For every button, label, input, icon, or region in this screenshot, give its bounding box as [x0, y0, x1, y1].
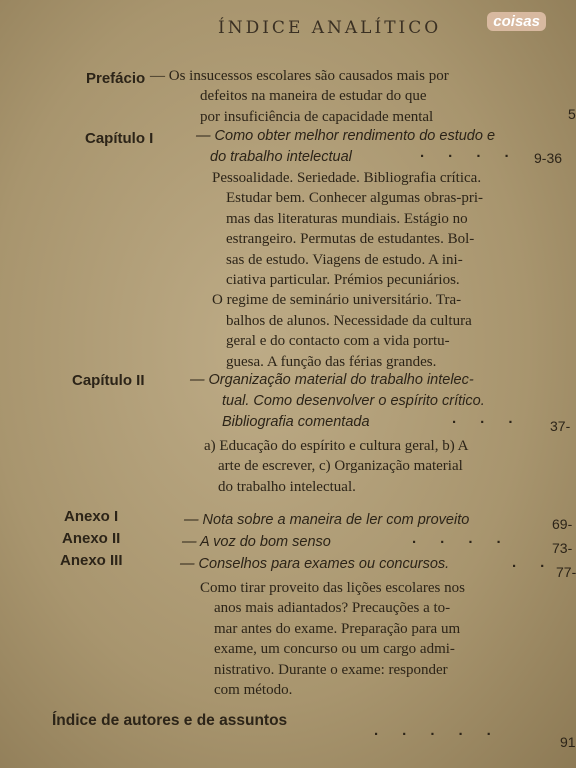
desc-line: O regime de seminário universitário. Tra-	[212, 292, 462, 309]
capitulo1-label: Capítulo I	[85, 130, 154, 147]
desc-line: balhos de alunos. Necessidade da cultura	[226, 312, 472, 329]
capitulo1-description	[212, 168, 568, 372]
desc-line: sas de estudo. Viagens de estudo. A ini-	[226, 251, 463, 268]
desc-line: mas das literaturas mundiais. Estágio no	[226, 210, 468, 227]
desc-line: do trabalho intelectual.	[218, 478, 356, 495]
capitulo1-page: 9-36	[534, 150, 563, 166]
anexo3-label: Anexo III	[60, 552, 123, 569]
prefacio-line: por insuficiência de capacidade mental	[200, 108, 434, 125]
capitulo1-line: — Como obter melhor rendimento do estudo e	[196, 128, 496, 144]
desc-line: ciativa particular. Prémios pecuniários.	[226, 272, 460, 289]
capitulo2-line: tual. Como desenvolver o espírito crítico.	[222, 393, 485, 409]
anexo1-text: — Nota sobre a maneira de ler com proveito	[184, 512, 470, 528]
capitulo2-page: 37-	[550, 418, 571, 434]
anexo1-label: Anexo I	[64, 508, 119, 525]
prefacio-page: 5	[568, 106, 576, 122]
prefacio-line: — Os insucessos escolares são causados mais por	[150, 68, 449, 84]
leader-dots: .....	[374, 722, 515, 739]
desc-line: estrangeiro. Permutas de estudantes. Bol-	[226, 231, 475, 248]
watermark-logo: coisas	[487, 12, 546, 31]
anexo3-description	[200, 578, 560, 700]
indice-page: 91	[560, 734, 576, 750]
capitulo2-line: — Organização material do trabalho intelec-	[190, 372, 474, 388]
capitulo2-description	[204, 436, 564, 497]
desc-line: exame, um concurso ou um cargo admi-	[214, 641, 455, 658]
desc-line: Pessoalidade. Seriedade. Bibliografia crítica.	[212, 170, 482, 186]
desc-line: mar antes do exame. Preparação para um	[214, 620, 461, 637]
capitulo2-label: Capítulo II	[72, 372, 145, 389]
desc-line: arte de escrever, c) Organização material	[218, 458, 463, 475]
anexo3-text: — Conselhos para exames ou concursos.	[180, 556, 450, 572]
desc-line: com método.	[214, 682, 293, 699]
desc-line: a) Educação do espírito e cultura geral, b) A	[204, 438, 469, 454]
anexo2-page: 73-	[552, 540, 573, 556]
page-title: ÍNDICE ANALÍTICO	[218, 18, 442, 38]
anexo2-text: — A voz do bom senso	[182, 534, 331, 550]
anexo2-label: Anexo II	[62, 530, 121, 547]
desc-line: Estudar bem. Conhecer algumas obras-pri-	[226, 190, 483, 207]
indice-label: Índice de autores e de assuntos	[52, 712, 288, 729]
capitulo2-line: Bibliografia comentada	[222, 414, 370, 430]
anexo1-page: 69-	[552, 516, 573, 532]
desc-line: guesa. A função das férias grandes.	[226, 353, 437, 370]
capitulo1-line: do trabalho intelectual	[210, 149, 352, 165]
desc-line: anos mais adiantados? Precauções a to-	[214, 600, 451, 617]
prefacio-line: defeitos na maneira de estudar do que	[200, 88, 427, 105]
anexo3-page: 77-	[556, 564, 576, 580]
prefacio-label: Prefácio	[86, 70, 146, 87]
leader-dots: ...	[452, 410, 537, 427]
leader-dots: ....	[412, 530, 525, 547]
leader-dots: ..	[512, 554, 569, 571]
desc-line: nistrativo. Durante o exame: responder	[214, 661, 448, 678]
prefacio-text	[150, 66, 560, 127]
leader-dots: ....	[420, 144, 533, 161]
desc-line: geral e do contacto com a vida portu-	[226, 333, 450, 350]
desc-line: Como tirar proveito das lições escolares nos	[200, 580, 465, 596]
